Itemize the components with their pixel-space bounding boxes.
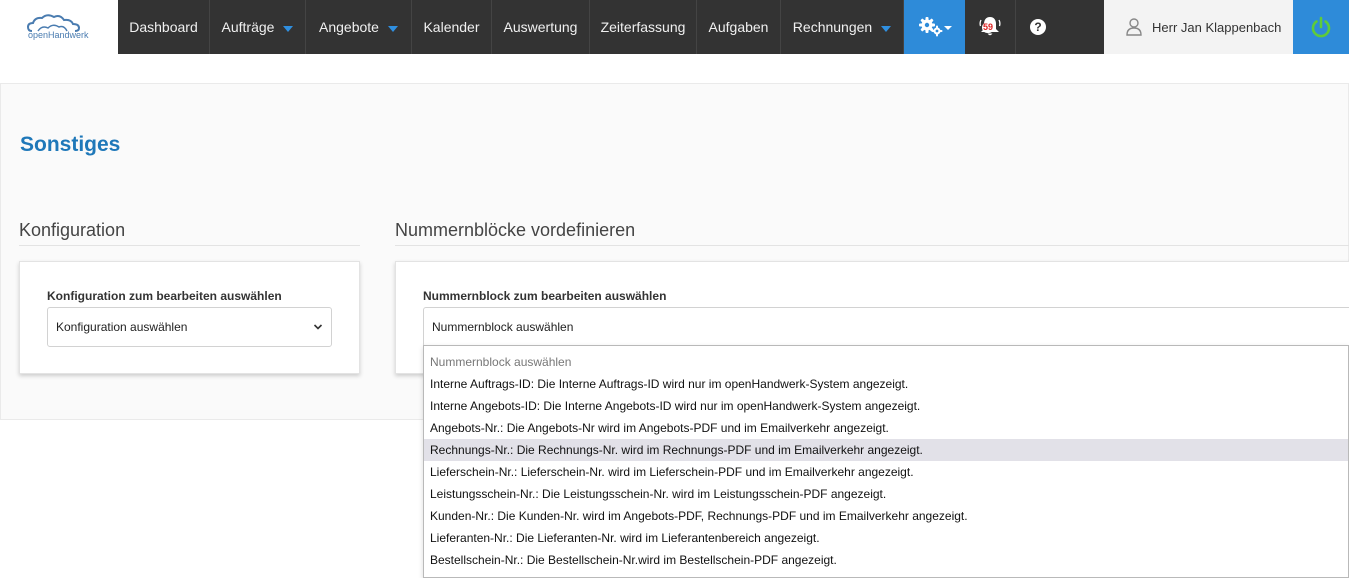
config-select-label: Konfiguration zum bearbeiten auswählen: [47, 289, 282, 303]
nav-label: Kalender: [423, 19, 480, 35]
settings-menu-button[interactable]: [904, 0, 965, 54]
dropdown-option[interactable]: Interne Angebots-ID: Die Interne Angebots-ID wird nur im openHandwerk-System angezeigt.: [430, 399, 921, 413]
nav-dashboard[interactable]: [118, 0, 210, 54]
gears-icon: [917, 16, 953, 38]
logo[interactable]: [18, 12, 99, 42]
number-section-divider: [395, 245, 1349, 246]
number-select-value: Nummernblock auswählen: [432, 320, 574, 334]
nav-label: Angebote: [319, 19, 379, 35]
nav-rechnungen[interactable]: [781, 0, 904, 54]
number-section-heading: Nummernblöcke vordefinieren: [395, 220, 636, 240]
help-button[interactable]: [1016, 0, 1060, 54]
caret-down-icon: [388, 26, 398, 32]
svg-text:?: ?: [1034, 20, 1042, 35]
dropdown-option[interactable]: Angebots-Nr.: Die Angebots-Nr wird im Angebots-PDF und im Emailverkehr angezeigt.: [430, 421, 889, 435]
dropdown-option[interactable]: Leistungsschein-Nr.: Die Leistungsschein-Nr. wird im Leistungsschein-PDF angezeigt.: [430, 487, 887, 501]
notification-count-badge: 59: [983, 22, 994, 32]
top-bar: [0, 0, 1349, 54]
nav-label: Auswertung: [503, 19, 578, 35]
nav-label: Zeiterfassung: [600, 19, 686, 35]
notifications-button[interactable]: [965, 0, 1016, 54]
nav-angebote[interactable]: [306, 0, 412, 54]
power-icon: [1310, 16, 1332, 38]
dropdown-option[interactable]: Lieferschein-Nr.: Lieferschein-Nr. wird im Lieferschein-PDF und im Emailverkehr angezeigt.: [430, 465, 914, 479]
nav-zeiterfassung[interactable]: [590, 0, 697, 54]
config-select[interactable]: [47, 307, 332, 347]
number-select-label: Nummernblock zum bearbeiten auswählen: [423, 289, 667, 303]
number-select-dropdown: [423, 345, 1349, 578]
nav-kalender[interactable]: [412, 0, 492, 54]
page-title: Sonstiges: [20, 133, 121, 156]
dropdown-option[interactable]: Kunden-Nr.: Die Kunden-Nr. wird im Angebots-PDF, Rechnungs-PDF und im Emailverkehr angezeigt.: [430, 509, 968, 523]
user-icon: [1126, 18, 1142, 36]
chevron-down-icon: [313, 323, 323, 331]
main-nav: [118, 0, 1104, 54]
nav-aufgaben[interactable]: [697, 0, 781, 54]
caret-down-icon: [283, 26, 293, 32]
caret-down-icon: [881, 26, 891, 32]
nav-label: Aufträge: [221, 19, 275, 35]
dropdown-option[interactable]: Lieferanten-Nr.: Die Lieferanten-Nr. wird im Lieferantenbereich angezeigt.: [430, 531, 820, 545]
dropdown-option[interactable]: Bestellschein-Nr.: Die Bestellschein-Nr.wird im Bestellschein-PDF angezeigt.: [430, 553, 837, 567]
nav-label: Dashboard: [129, 19, 198, 35]
nav-label: Aufgaben: [708, 19, 769, 35]
user-name: Herr Jan Klappenbach: [1152, 19, 1282, 35]
logout-button[interactable]: [1293, 0, 1349, 54]
dropdown-option[interactable]: Interne Auftrags-ID: Die Interne Auftrags-ID wird nur im openHandwerk-System angezeigt.: [430, 377, 909, 391]
dropdown-option-highlighted[interactable]: Rechnungs-Nr.: Die Rechnungs-Nr. wird im Rechnungs-PDF und im Emailverkehr angezeigt.: [424, 439, 1348, 461]
nav-label: Rechnungen: [792, 19, 873, 35]
config-section-heading: Konfiguration: [19, 220, 126, 240]
nav-auswertung[interactable]: [492, 0, 590, 54]
nav-auftraege[interactable]: [210, 0, 306, 54]
config-card: [19, 261, 360, 374]
dropdown-option[interactable]: Nummernblock auswählen: [430, 355, 572, 369]
config-section-divider: [19, 245, 360, 246]
help-icon: [1029, 18, 1047, 36]
number-select[interactable]: [423, 307, 1349, 347]
logo-text: openHandwerk: [28, 30, 89, 40]
config-select-value: Konfiguration auswählen: [56, 320, 188, 334]
user-menu[interactable]: [1104, 0, 1293, 54]
